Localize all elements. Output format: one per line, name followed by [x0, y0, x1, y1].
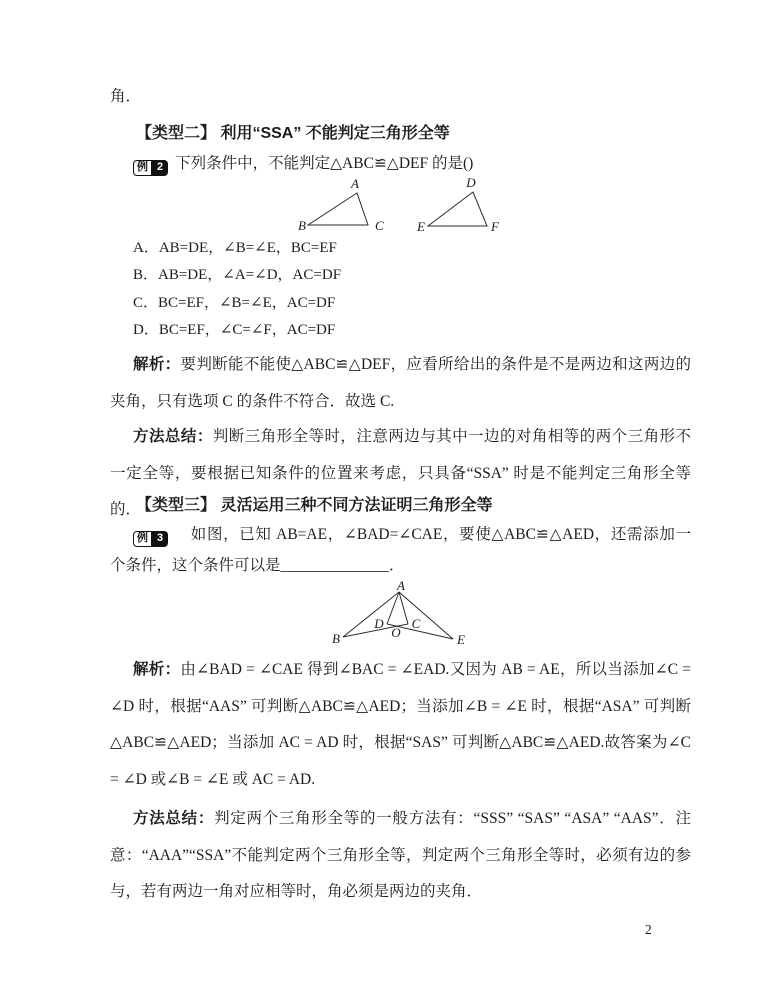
example2-line — [110, 150, 691, 179]
example3-badge — [133, 523, 168, 552]
type2-analysis — [110, 347, 691, 420]
point-label-o: O — [391, 625, 401, 640]
option-c: C．BC=EF，∠B=∠E，AC=DF — [133, 294, 336, 311]
figure-triangles-abc-aed — [325, 574, 475, 652]
point-label-c: C — [411, 616, 421, 631]
analysis-label: 解析： — [133, 356, 181, 373]
type3-analysis — [110, 652, 691, 798]
intro-continuation-line: 角． — [110, 88, 142, 105]
vertex-label-d: D — [466, 175, 476, 190]
example-badge-number: 3 — [152, 531, 168, 547]
summary-label: 方法总结： — [133, 810, 215, 827]
options-list — [133, 235, 633, 344]
example2-badge — [133, 152, 168, 179]
vertex-label-f: F — [491, 219, 499, 234]
vertex-label-b: B — [298, 218, 306, 233]
vertex-label-e: E — [417, 219, 425, 234]
figure-triangles-abc-def — [280, 176, 520, 238]
type2-heading: 【类型二】 利用“SSA” 不能判定三角形全等 — [136, 125, 450, 142]
vertex-label-a: A — [351, 176, 359, 191]
point-label-d: D — [374, 616, 384, 631]
summary-text: 判断三角形全等时，注意两边与其中一边的对角相等的两个三角形不一定全等，要根据已知条件的位置来考虑，只具备“SSA” 时是不能判定三角形全等的． — [110, 428, 691, 518]
example3-line — [110, 521, 691, 580]
triangle-def-edges — [428, 192, 487, 226]
example-badge-label: 例 — [133, 531, 152, 547]
analysis-label: 解析： — [133, 661, 181, 678]
example2-question: 下列条件中，不能判定△ABC≌△DEF 的是() — [175, 155, 474, 172]
page-number: 2 — [645, 922, 652, 937]
vertex-label-b: B — [332, 631, 340, 646]
example-badge-label: 例 — [133, 160, 152, 176]
triangle-abc-edges — [308, 193, 368, 225]
example-badge-number: 2 — [152, 160, 168, 176]
summary-text: 判定两个三角形全等的一般方法有：“SSS” “SAS” “ASA” “AAS”．注意：“AAA”“SSA”不能判定两个三角形全等，判定两个三角形全等时，必须有边的参与，若有两边一角对应相等时，角必须是两边的夹角． — [110, 810, 691, 900]
option-b: B．AB=DE，∠A=∠D，AC=DF — [133, 267, 342, 284]
type3-summary — [110, 801, 691, 911]
type3-heading: 【类型三】 灵活运用三种不同方法证明三角形全等 — [136, 497, 493, 514]
vertex-label-e: E — [457, 632, 465, 647]
option-d: D．BC=EF，∠C=∠F，AC=DF — [133, 321, 336, 338]
vertex-label-a: A — [397, 578, 405, 593]
analysis-text: 由∠BAD = ∠CAE 得到∠BAC = ∠EAD.又因为 AB = AE，所以当添加∠C = ∠D 时，根据“AAS” 可判断△ABC≌△AED；当添加∠B = ∠E 时，根据“ASA” 可判断△ABC≌△AED；当添加 AC = AD 时，根据“SAS” 可判断△ABC≌△AED.故答案为∠C = ∠D 或∠B = ∠E 或 AC = AD. — [110, 661, 691, 788]
option-a: A．AB=DE，∠B=∠E，BC=EF — [133, 240, 337, 256]
example3-question: 如图，已知 AB=AE，∠BAD=∠CAE，要使△ABC≌△AED，还需添加一个条件，这个条件可以是______________． — [110, 526, 691, 574]
vertex-label-c: C — [375, 218, 384, 233]
analysis-text: 要判断能不能使△ABC≌△DEF，应看所给出的条件是不是两边和这两边的夹角，只有选项 C 的条件不符合．故选 C. — [110, 356, 691, 410]
summary-label: 方法总结： — [133, 428, 213, 445]
